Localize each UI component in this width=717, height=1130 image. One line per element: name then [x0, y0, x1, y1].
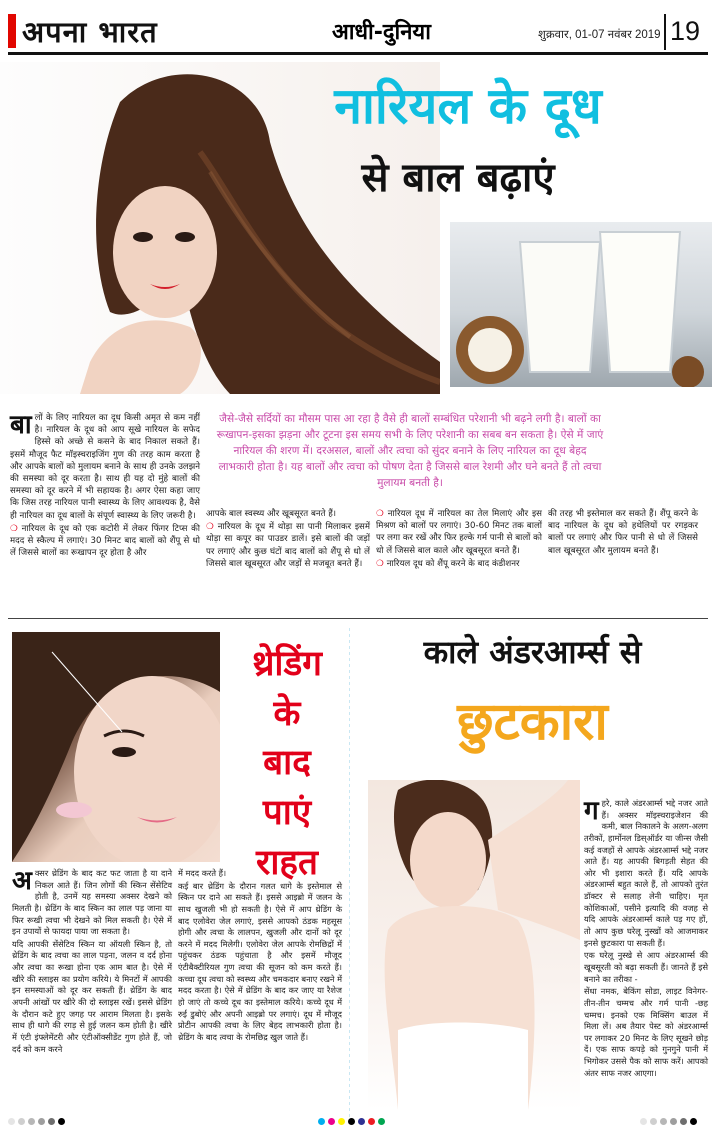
story3-col1-paragraph	[584, 798, 708, 949]
story1-col3-bullet-1	[376, 508, 542, 557]
story1-body	[10, 412, 710, 612]
color-dot	[670, 1118, 677, 1125]
story2-col2-paragraph-2: कई बार थ्रेडिंग के दौरान गलत धागे के इस्तेमाल से स्किन पर दाने आ सकते हैं। इससे आइब्रो में जलन के साथ खुजली भी हो सकती है। ऐसे में आप थ्रेडिंग के बाद एलोवेरा जेल लगाएं, इससे आपको ठंडक महसूस होगी और त्वचा के लालपन, खुजली और दानों को दूर करने में मदद मिलेगी। एलोवेरा जेल आपके रोमछिद्रों में पहुंचकर ठंडक पहुंचाता है और इसमें मौजूद एंटीबैक्टीरियल गुण त्वचा की सूजन को कम करते हैं। कच्चा दूध त्वचा को स्वस्थ्य और चमकदार बनाए रखने में मदद करता है। ऐसे में थ्रेडिंग के बाद कर जाए या रैशेज हो जाएं तो कच्चे दूध का इस्तेमाल करिये। कच्चे दूध में रुई डुबोएं और अपनी आइब्रो पर लगाएं। दूध में मौजूद प्रोटीन आपकी त्वचा के लिए बेहद लाभकारी होता है। थ्रेडिंग के बाद त्वचा के रोमछिद्र खुल जाते हैं।	[178, 880, 342, 1042]
story1-intro: जैसे-जैसे सर्दियों का मौसम पास आ रहा है वैसे ही बालों सम्बंधित परेशानी भी बढ़ने लगी है। बालों का रूखापन-इसका झड़ना और टूटना इस समय सभी के लिए परेशानी का सबब बन सकता है। ऐसे में जाएं नारियल की शरण में। दरअसल, बालों और त्वचा को सुंदर बनाने के लिए नारियल का दूध बेहद लाभकारी होता है। यह बालों और त्वचा को पोषण देता है जिससे बाल रेशमी और घने बनते हैं तो त्वचा मुलायम बनती है।	[216, 413, 604, 489]
color-dot	[48, 1118, 55, 1125]
color-dot	[8, 1118, 15, 1125]
registration-color-dots-center	[318, 1118, 385, 1126]
bullet-icon: ❍	[10, 523, 22, 534]
story3-col1-paragraph-2: एक घरेलू नुस्खे से आप अंडरआर्म्स की खूबसूरती को बढ़ा सकती हैं। जानते हैं इसे बनाने का तरीका -	[584, 950, 708, 984]
color-dot	[28, 1118, 35, 1125]
story2-col1-paragraph-2: यदि आपकी सेंसेटिव स्किन या ऑयली स्किन है, तो थ्रेडिंग के बाद त्वचा का लाल पड़ना, जलन व दर्द होना और त्वचा का रूखा होना एक आम बात है। ऐसे में खीरे की स्लाइस का प्रयोग करिये। ये मिनटों में आपकी इन समस्याओं को दूर कर सकती हैं। थ्रेडिंग के बाद अपनी आंखों पर खीरे की दो स्लाइस रखें। इससे थ्रेडिंग के दौरान कटे हुए जगह पर आराम मिलता है। इसके साथ ही धागे की रगड़ से हुई जलन कम होती है। खीरे में एंटी इंफ्लेमेंटरी और एंटीऑक्सीडेंट गुण होते हैं, जो दर्द को कम करने	[12, 938, 172, 1054]
story1-subtitle: से बाल बढ़ाएं	[361, 155, 555, 201]
story1-dropcap: बा	[10, 410, 32, 440]
section-divider	[8, 618, 708, 619]
color-dot	[660, 1118, 667, 1125]
story2-title-line: थ्रेडिंग	[252, 644, 322, 684]
story1-col4-text: की तरह भी इस्तेमाल कर सकते हैं। शैंपू करने के बाद नारियल के दूध को हथेलियों पर रगड़कर बालों पर लगाएं और फिर पानी से धो लें जिससे बाल खूबसूरत और मुलायम बनते हैं।	[548, 509, 698, 556]
story1-title: नारियल के दूध	[334, 77, 602, 135]
threading-model-illustration	[12, 632, 220, 862]
story3-title-highlight: छुटकारा	[457, 692, 608, 752]
story2-title	[228, 640, 346, 888]
story2-col2-paragraph-1: में मदद करते हैं।	[178, 868, 227, 878]
section-title: आधी-दुनिया	[332, 20, 431, 45]
story1-col3-bullet-2-text: नारियल दूध को शैंपू करने के बाद कंडीशनर	[386, 558, 520, 569]
color-dot	[690, 1118, 697, 1125]
masthead-rule	[8, 52, 708, 55]
color-dot	[58, 1118, 65, 1125]
story1-col2-text: आपके बाल स्वस्थ्य और खूबसूरत बनते हैं।	[206, 509, 337, 519]
color-dot	[338, 1118, 345, 1125]
story2-column-1	[12, 868, 172, 1056]
story1-col3-bullet-1-text: नारियल दूध में नारियल का तेल मिलाएं और इस मिश्रण को बालों पर लगाएं। 30-60 मिनट तक बालों पर लगा कर रखें और फिर हल्के गर्म पानी से बालों को धो लें जिससे बाल काले और खूबसूरत बनते हैं।	[376, 509, 542, 556]
color-dot	[378, 1118, 385, 1125]
newspaper-brand: अपना भारत	[22, 15, 158, 49]
masthead	[0, 0, 717, 58]
story2-title-line: के	[273, 693, 301, 734]
story1-col1-bullet-text: नारियल के दूध को एक कटोरी में लेकर फिंगर टिप्स की मदद से स्कैल्प में लगाएं। 30 मिनट बाद बालों को शैंपू से धो लें जिससे बालों का रूखापन दूर होता है और	[10, 523, 200, 559]
page-number: 19	[670, 16, 701, 46]
story1-col3-bullet-2	[376, 558, 542, 570]
story1-column-2	[206, 508, 370, 571]
story2-title-line: राहत	[256, 842, 318, 883]
story1-column-4	[548, 508, 698, 558]
column-separator	[349, 628, 350, 1120]
issue-date: शुक्रवार, 01-07 नवंबर 2019	[538, 29, 661, 41]
story2-dropcap: अ	[12, 866, 32, 896]
underarm-model-photo	[368, 780, 580, 1110]
story2-column-2	[178, 868, 342, 1045]
story2-col1-paragraph	[12, 868, 172, 938]
story1-col2-bullet-text: नारियल के दूध में थोड़ा सा पानी मिलाकर इसमें थोड़ा सा कपूर का पाउडर डालें। इसे बालों की जड़ों पर लगाएं और कुछ घंटों बाद बालों को शैंपू से धो लें जिससे बाल खूबसूरत और जड़ों से मजबूत बनते हैं।	[206, 522, 370, 569]
bullet-icon: ❍	[206, 522, 218, 533]
registration-color-dots-left	[8, 1118, 65, 1126]
color-dot	[318, 1118, 325, 1125]
story3-dropcap: ग	[584, 796, 599, 826]
coconut-milk-photo	[450, 222, 712, 387]
masthead-red-bar	[8, 14, 16, 48]
color-dot	[680, 1118, 687, 1125]
coconut-milk-illustration	[450, 222, 712, 387]
story3-col1-text: हरे, काले अंडरआर्म्स भद्दे नजर आते हैं। अक्सर मॉइस्चराइजेशन की कमी, बाल निकालने के अलग-अलग तरीकों, हार्मोनल डिस्ऑर्डर या जीन्स जैसी कई वजहों से आपके अंडरआर्म्स भद्दे नजर आते हैं। यह आपकी बिगड़ती सेहत की ओर भी इशारा करते हैं। यदि आपके अंडरआर्म्स बहुत काले हैं, तो आपको तुरंत डॉक्टर से सलाह लेनी चाहिए। मृत कोशिकाओं, पसीने इत्यादि की वजह से यदि आपके अंडरआर्म्स काले पड़ गए हों, तो आप कुछ घरेलू नुस्खों को आजमाकर इनसे छुटकारा पा सकती हैं।	[584, 798, 708, 948]
story3-col1-paragraph-3: सेंधा नमक, बेकिंग सोडा, लाइट विनेगर-तीन-तीन चम्मच और गर्म पानी -छह चम्मच। इनको एक मिक्सिंग बाउल में मिला लें। अब तैयार पेस्ट को अंडरआर्म्स पर लगाकर 20 मिनट के लिए सूखने छोड़ दें। एक साफ कपड़े को गुनगुने पानी में भिगोकर उससे पैक को साफ करें। आपको अंतर साफ नजर आएगा।	[584, 986, 708, 1078]
color-dot	[358, 1118, 365, 1125]
story1-col1-text: लों के लिए नारियल का दूध किसी अमृत से कम नहीं है। नारियल के दूध को आप सूखे नारियल के सफेद हिस्से को अच्छे से कसने के बाद निकाल सकते हैं। इसमें मौजूद फैट मॉइस्चराइजिंग गुण की तरह काम करता है और आपके बालों को मुलायम बनाने के साथ ही उनके उलझने की समस्या को दूर करता है। साथ ही यह दो मुंहे बालों की समस्या को दूर करने में भी सहायक है। अगर ऐसा कहा जाए कि जिस तरह नारियल पानी स्वास्थ्य के लिए आवश्यक है, वैसे ही नारियल का दूध बालों के संपूर्ण स्वास्थ्य के लिए जरूरी है।	[10, 413, 200, 521]
color-dot	[328, 1118, 335, 1125]
registration-color-dots-right	[640, 1118, 697, 1126]
story1-column-3	[376, 508, 542, 571]
story1-column-1	[10, 412, 200, 560]
story1-col1-bullet	[10, 523, 200, 560]
color-dot	[18, 1118, 25, 1125]
story1-col2-bullet	[206, 521, 370, 570]
underarm-model-illustration	[368, 780, 580, 1110]
story2-title-line: पाएं	[262, 793, 312, 834]
story1-col1-paragraph	[10, 412, 200, 522]
color-dot	[640, 1118, 647, 1125]
story2-col1-text: क्सर थ्रेडिंग के बाद कट फट जाता है या दाने निकल आते हैं। जिन लोगों की स्किन सेंसेटिव होती है, उनमें यह समस्या अक्सर देखने को मिलती है। थ्रेडिंग के बाद स्किन का लाल पड़ जाना या फिर रूखी त्वचा भी देखने को मिल सकती है। ऐसे में इन उपायों से फायदा पाया जा सकता है।	[12, 868, 172, 937]
story3-column-1	[584, 798, 708, 1080]
color-dot	[38, 1118, 45, 1125]
color-dot	[348, 1118, 355, 1125]
story2-title-line: बाद	[263, 743, 311, 784]
page-separator	[664, 14, 666, 50]
bullet-icon: ❍	[376, 509, 388, 519]
bullet-icon: ❍	[376, 558, 387, 569]
threading-model-photo	[12, 632, 220, 862]
color-dot	[368, 1118, 375, 1125]
color-dot	[650, 1118, 657, 1125]
story3-title: काले अंडरआर्म्स से	[423, 633, 642, 671]
